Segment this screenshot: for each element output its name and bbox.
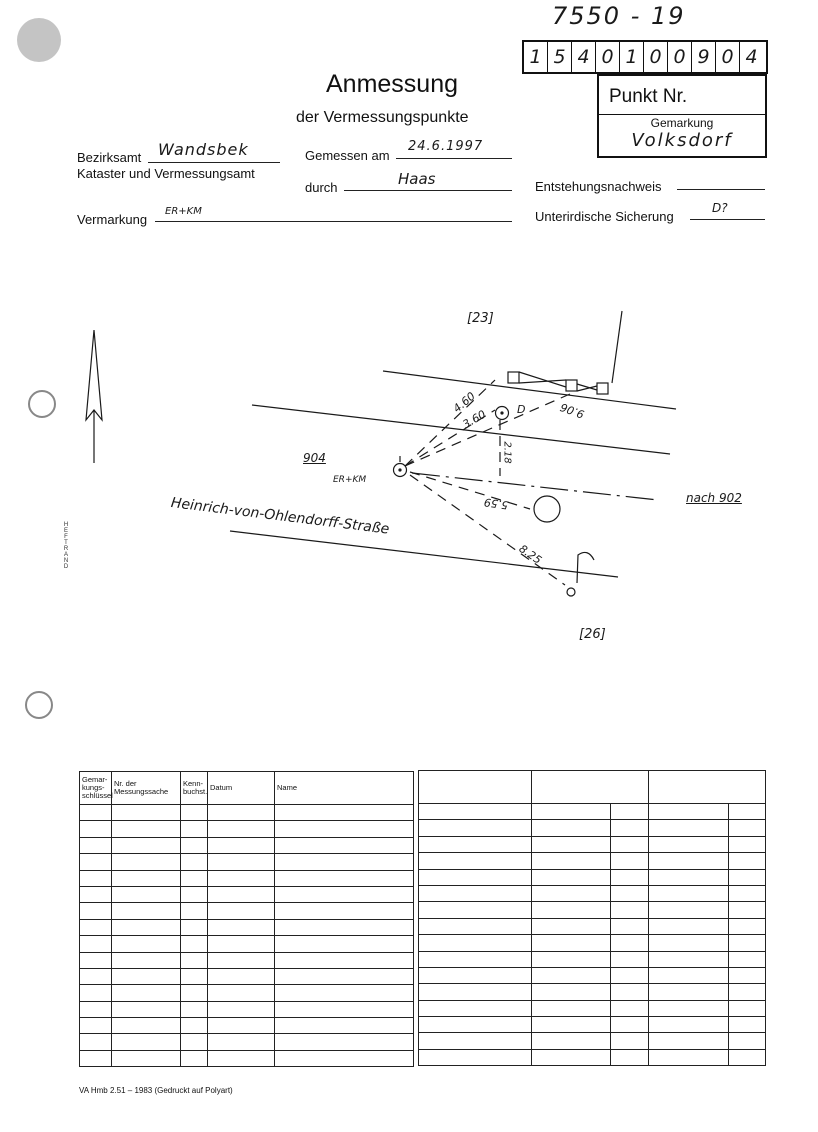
table-row [80,854,414,870]
col-header: Gemar-kungs-schlüssel [80,772,112,805]
table-cell [611,918,649,934]
table-cell [275,886,414,902]
gemessen-value: 24.6.1997 [408,139,484,154]
table-cell [532,951,611,967]
table-row [419,869,766,885]
table-cell [112,903,181,919]
table-cell [649,984,729,1000]
table-cell [112,952,181,968]
table-cell [181,919,208,935]
table-cell [611,967,649,983]
table-row [80,1050,414,1066]
table-cell [649,918,729,934]
table-cell [611,902,649,918]
table-row [80,919,414,935]
col-header: Nr. der Messungssache [112,772,181,805]
digit-box: 1 [524,42,548,72]
table-cell [208,919,275,935]
point-number-label: 904 [303,451,326,465]
toward-902-label: nach 902 [686,491,742,505]
digit-box: 0 [644,42,668,72]
table-cell [80,805,112,821]
vermarkung-value: ER+KM [165,206,202,217]
table-cell [208,952,275,968]
table-cell [112,1050,181,1066]
table-cell [649,951,729,967]
unterirdisch-label: Unterirdische Sicherung [535,209,674,224]
table-cell [649,1033,729,1049]
table-cell [208,805,275,821]
unterirdisch-value: D? [712,201,728,215]
col-header [649,771,766,804]
table-cell [112,821,181,837]
table-cell [112,1034,181,1050]
street-edge-line [230,531,618,577]
table-row [80,1001,414,1017]
table-row [80,1034,414,1050]
table-cell [275,837,414,853]
table-cell [611,984,649,1000]
table-cell [729,951,766,967]
table-row [419,804,766,820]
distance-906: 9.06 [558,400,586,421]
ref-bottom: [26] [579,627,606,642]
table-cell [275,1001,414,1017]
digit-box: 1 [620,42,644,72]
table-row [419,967,766,983]
table-cell [275,985,414,1001]
table-row [419,1033,766,1049]
table-cell [275,1034,414,1050]
table-cell [112,837,181,853]
table-cell [532,820,611,836]
col-header [532,771,649,804]
digit-box: 5 [548,42,572,72]
table-cell [729,984,766,1000]
table-cell [80,854,112,870]
digit-box: 4 [572,42,596,72]
table-cell [419,1033,532,1049]
gemarkung-label: Gemarkung [650,116,714,130]
table-row [80,886,414,902]
table-cell [729,853,766,869]
table-cell [208,886,275,902]
table-cell [611,885,649,901]
table-cell [112,968,181,984]
table-cell [729,1049,766,1065]
table-cell [181,870,208,886]
table-row [80,1018,414,1034]
table-cell [181,854,208,870]
col-header [419,771,532,804]
table-cell [649,967,729,983]
table-cell [275,968,414,984]
gemarkung-value: Volksdorf [631,130,733,151]
table-cell [181,821,208,837]
table-cell [419,918,532,934]
table-cell [419,869,532,885]
table-row [80,968,414,984]
table-cell [181,1018,208,1034]
point-mark-label: ER+KM [333,475,367,485]
table-cell [532,836,611,852]
table-row [80,870,414,886]
table-cell [611,820,649,836]
digit-box: 0 [596,42,620,72]
table-cell [112,1018,181,1034]
bezirksamt-value: Wandsbek [158,140,249,159]
col-header: Name [275,772,414,805]
distance-218: 2.18 [501,441,513,464]
table-cell [611,951,649,967]
table-cell [729,885,766,901]
table-row [419,836,766,852]
table-cell [611,1049,649,1065]
fence-post [566,380,577,391]
table-cell [419,1049,532,1065]
table-cell [649,820,729,836]
table-cell [208,903,275,919]
table-cell [275,854,414,870]
distance-825: 8.25 [516,542,545,567]
table-cell [80,968,112,984]
table-cell [729,1033,766,1049]
measure-ray [410,475,565,585]
table-cell [112,870,181,886]
table-cell [80,1018,112,1034]
table-cell [112,854,181,870]
table-cell [419,804,532,820]
table-cell [729,1017,766,1033]
table-cell [275,1018,414,1034]
table-cell [181,985,208,1001]
table-cell [532,984,611,1000]
table-cell [532,1033,611,1049]
street-name: Heinrich-von-Ohlendorff-Straße [170,495,391,538]
table-cell [208,1050,275,1066]
table-cell [419,935,532,951]
table-cell [649,1049,729,1065]
north-arrow [86,330,102,463]
table-cell [208,821,275,837]
table-cell [208,837,275,853]
form-footer: VA Hmb 2.51 – 1983 (Gedruckt auf Polyart) [79,1086,233,1095]
table-cell [181,1050,208,1066]
table-cell [419,836,532,852]
table-cell [112,919,181,935]
table-cell [419,820,532,836]
table-cell [112,936,181,952]
table-row [419,1000,766,1016]
table-cell [419,984,532,1000]
distance-559: 5.59 [483,495,510,512]
vermarkung-label: Vermarkung [77,212,148,227]
table-cell [532,1017,611,1033]
table-row [80,821,414,837]
table-cell [419,853,532,869]
table-cell [181,837,208,853]
table-cell [208,1001,275,1017]
table-cell [112,805,181,821]
table-cell [80,919,112,935]
tree-marker [534,496,560,522]
distance-360: 3.60 [460,407,489,432]
table-cell [419,885,532,901]
table-cell [80,1050,112,1066]
measurement-table-left [79,771,414,1067]
table-row [80,936,414,952]
table-cell [275,903,414,919]
table-cell [532,918,611,934]
table-cell [611,1000,649,1016]
table-cell [729,804,766,820]
table-cell [112,886,181,902]
table-cell [181,805,208,821]
digit-box: 0 [668,42,692,72]
table-cell [611,1033,649,1049]
table-cell [181,968,208,984]
table-cell [729,836,766,852]
measure-ray [405,380,495,466]
durch-value: Haas [398,170,436,188]
table-cell [80,886,112,902]
table-cell [611,804,649,820]
table-cell [729,820,766,836]
table-cell [729,1000,766,1016]
table-cell [80,837,112,853]
table-cell [275,805,414,821]
kataster-label: Kataster und Vermessungsamt [77,166,255,181]
table-cell [419,1017,532,1033]
table-cell [181,903,208,919]
table-cell [208,968,275,984]
col-header: Kenn-buchst. [181,772,208,805]
table-cell [649,1017,729,1033]
table-cell [208,1018,275,1034]
digit-box: 0 [716,42,740,72]
table-cell [112,985,181,1001]
table-cell [649,885,729,901]
table-cell [649,935,729,951]
table-cell [80,903,112,919]
table-row [419,885,766,901]
table-row [80,903,414,919]
table-cell [729,902,766,918]
entstehung-label: Entstehungsnachweis [535,179,662,194]
fence-post [508,372,519,383]
table-row [80,837,414,853]
table-cell [532,935,611,951]
table-row [419,820,766,836]
boundary-line [383,371,676,409]
table-cell [419,902,532,918]
table-cell [729,869,766,885]
table-cell [80,952,112,968]
table-cell [649,1000,729,1016]
table-cell [208,1034,275,1050]
table-cell [729,967,766,983]
pole-line [612,311,622,383]
table-cell [80,985,112,1001]
table-cell [80,1001,112,1017]
table-cell [729,935,766,951]
table-cell [275,1050,414,1066]
table-cell [275,936,414,952]
table-cell [532,1049,611,1065]
table-row [419,902,766,918]
table-cell [80,936,112,952]
table-row [419,1017,766,1033]
table-row [419,918,766,934]
table-cell [532,885,611,901]
table-cell [208,936,275,952]
col-header: Datum [208,772,275,805]
table-cell [80,821,112,837]
digit-box: 4 [745,46,758,68]
table-cell [80,1034,112,1050]
table-cell [181,952,208,968]
table-cell [611,935,649,951]
table-cell [649,804,729,820]
table-cell [181,886,208,902]
table-cell [181,1034,208,1050]
measure-line [412,473,658,500]
table-cell [208,854,275,870]
table-cell [208,985,275,1001]
table-row [80,985,414,1001]
measure-ray [410,472,530,512]
table-row [419,951,766,967]
table-cell [275,919,414,935]
bezirksamt-label: Bezirksamt [77,150,142,165]
measure-ray [405,394,570,466]
table-cell [419,951,532,967]
table-cell [532,804,611,820]
heftrand-label: HEFTRAND [63,522,69,570]
table-cell [649,836,729,852]
table-cell [275,952,414,968]
table-cell [532,902,611,918]
table-cell [181,936,208,952]
table-row [419,1049,766,1065]
table-row [419,935,766,951]
table-row [80,952,414,968]
table-cell [649,902,729,918]
table-cell [729,918,766,934]
table-cell [532,853,611,869]
top-note: 7550 - 19 [552,2,686,30]
table-cell [611,853,649,869]
table-cell [611,869,649,885]
table-cell [419,1000,532,1016]
ref-top: [23] [467,311,494,326]
lamp-marker [567,588,575,596]
table-cell [532,869,611,885]
table-cell [649,853,729,869]
table-cell [208,870,275,886]
digit-box: 9 [692,42,716,72]
page-title: Anmessung [326,70,459,98]
table-cell [80,870,112,886]
table-row [419,853,766,869]
table-cell [611,1017,649,1033]
table-row [419,984,766,1000]
table-cell [532,1000,611,1016]
distance-460: 4.60 [450,389,478,416]
fence-post [597,383,608,394]
table-cell [532,967,611,983]
punkt-label: Punkt Nr. [609,86,688,107]
d-mark: D [517,403,526,416]
table-row [80,805,414,821]
table-cell [275,821,414,837]
page-subtitle: der Vermessungspunkte [296,109,469,126]
table-cell [649,869,729,885]
table-cell [112,1001,181,1017]
table-cell [181,1001,208,1017]
measurement-table-right [418,770,766,1066]
table-cell [275,870,414,886]
table-cell [611,836,649,852]
gemessen-label: Gemessen am [305,148,390,163]
durch-label: durch [305,180,338,195]
table-cell [419,967,532,983]
